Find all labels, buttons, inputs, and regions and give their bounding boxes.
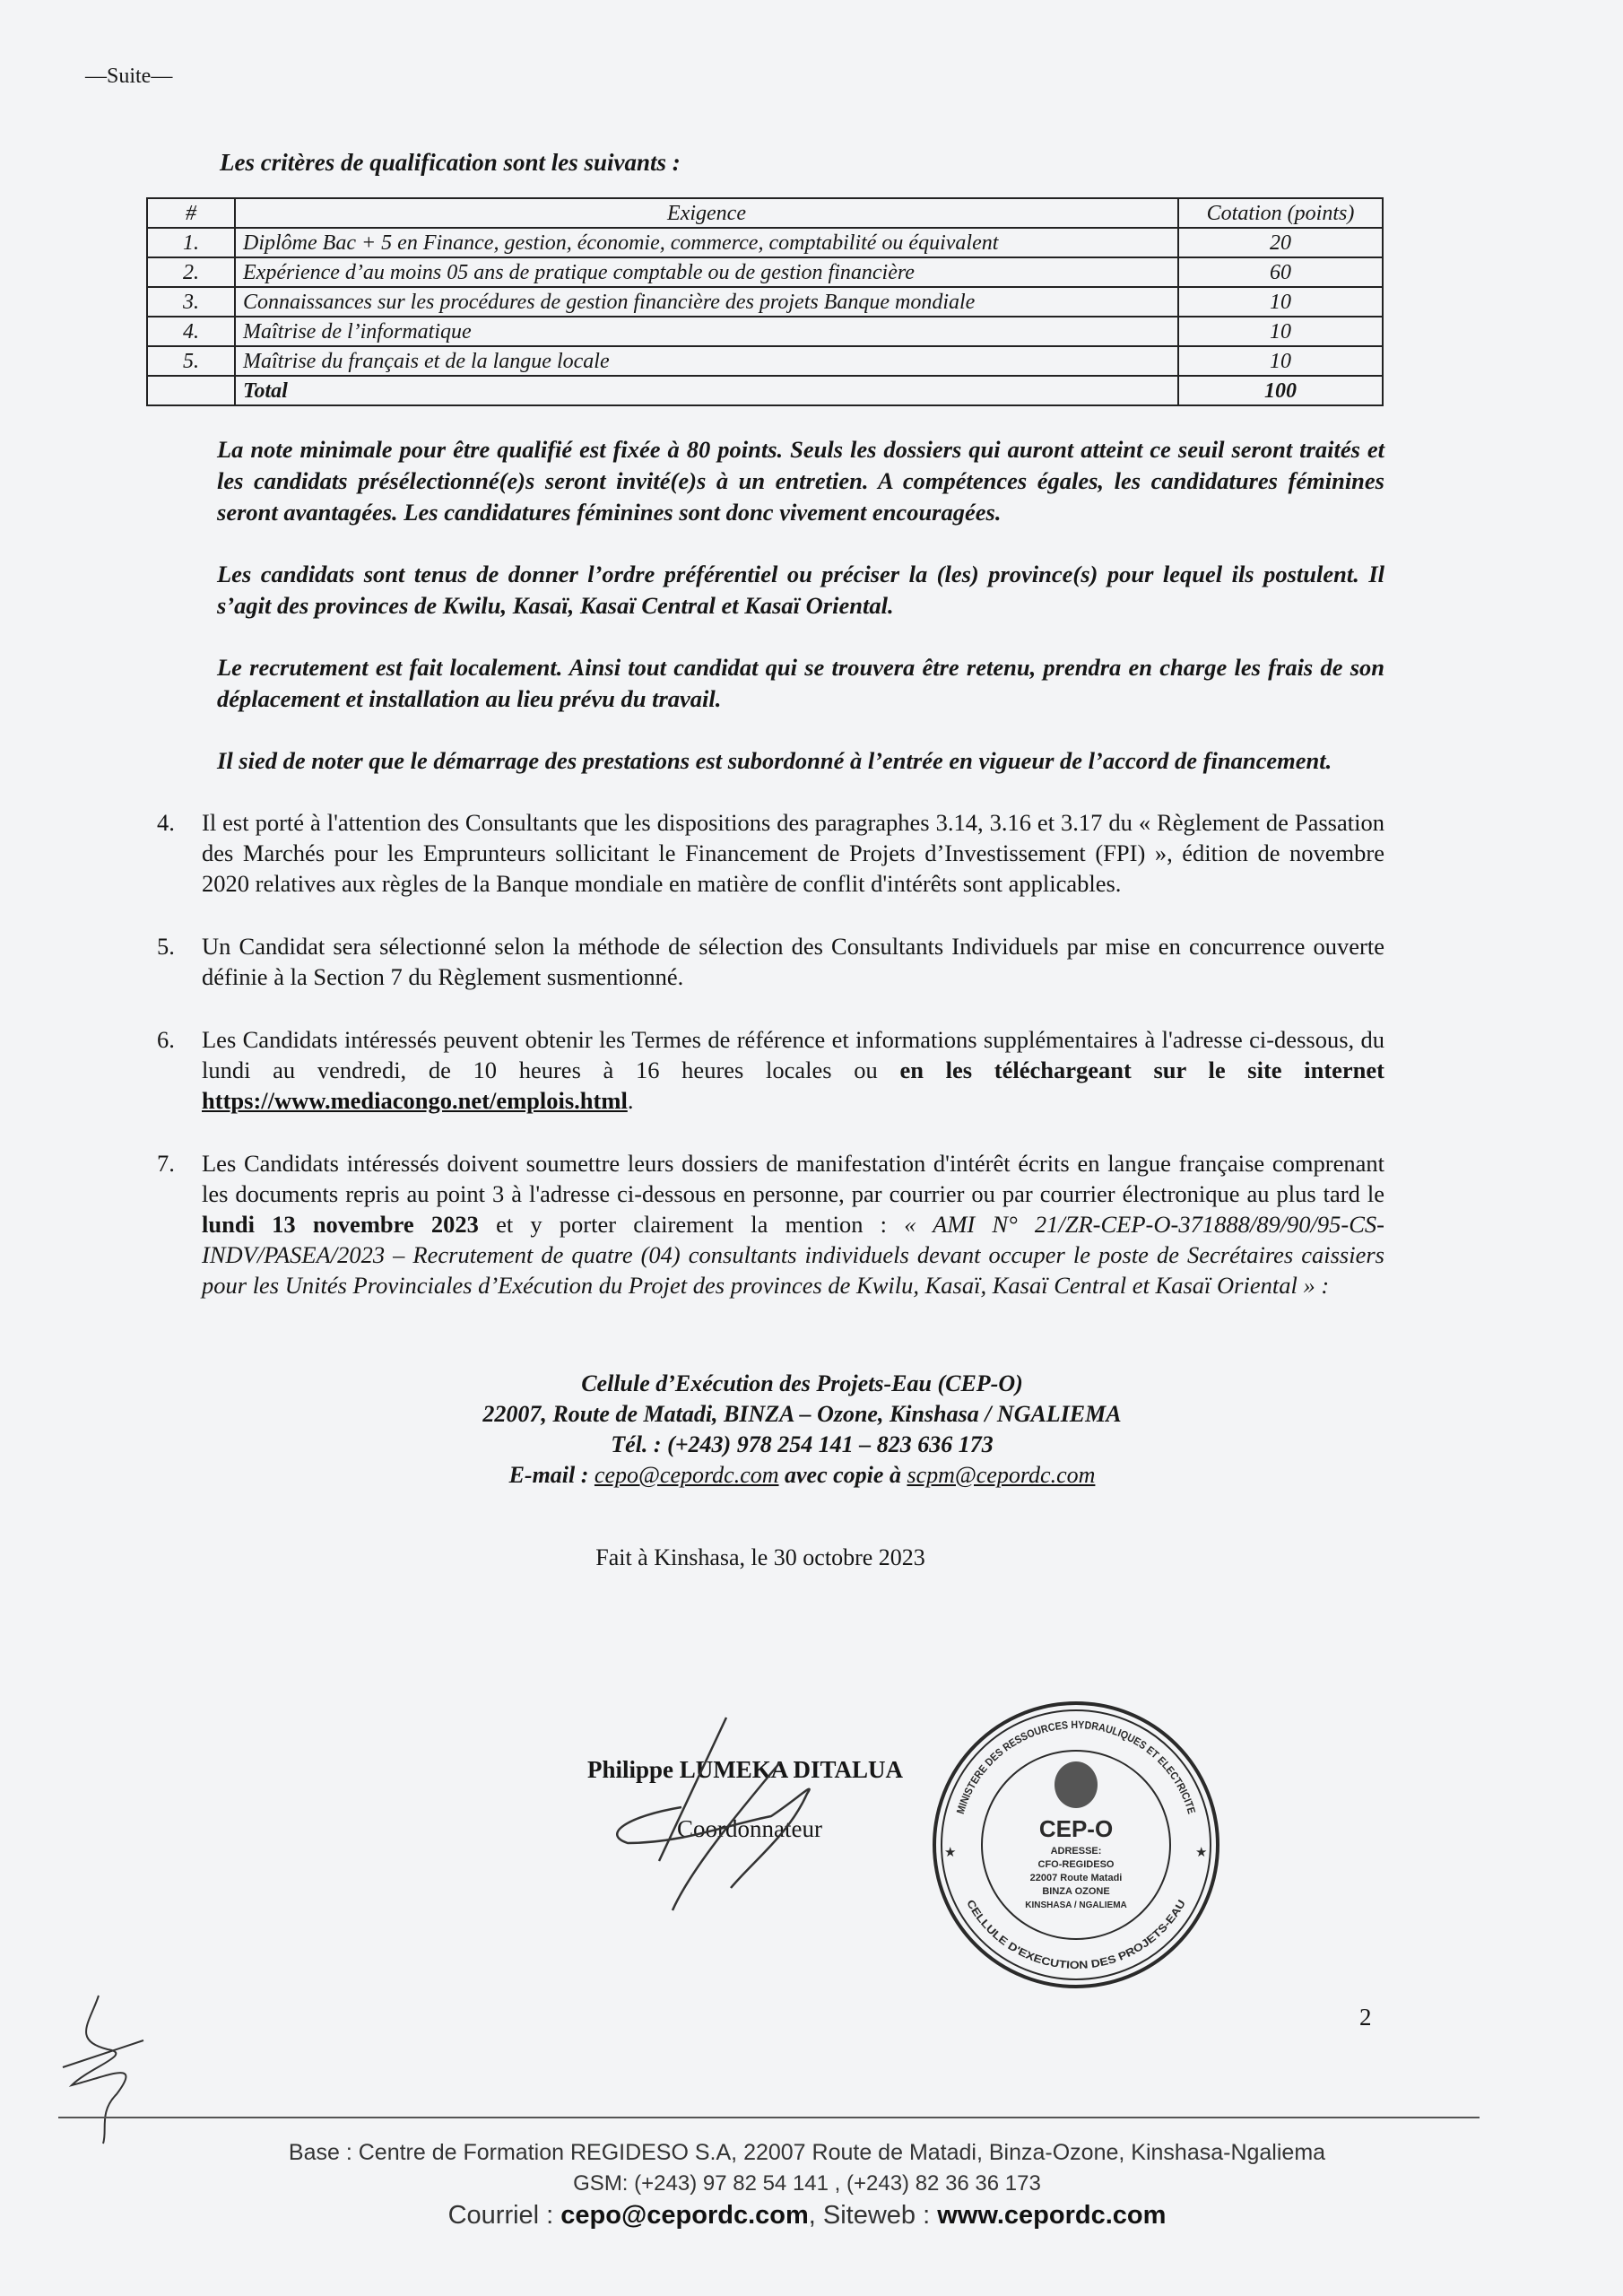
emblem-icon bbox=[1055, 1761, 1098, 1808]
note-minimum-score: La note minimale pour être qualifié est fixée à 80 points. Seuls les dossiers qui auront atteint ce seuil seront traités et les candidats présélectionné(e)s seront invité(e)s à un entretien. A compétences égales, les candidatures féminines seront avantagées. Les candidatures féminines sont donc vivement encouragées. bbox=[217, 436, 1384, 526]
item-7 bbox=[157, 1148, 1384, 1300]
handwritten-signature bbox=[574, 1709, 897, 1924]
total-label: Total bbox=[235, 376, 1178, 405]
courriel-label: Courriel : bbox=[447, 2201, 561, 2230]
row-points: 10 bbox=[1178, 317, 1383, 346]
address-line: Cellule d’Exécution des Projets-Eau (CEP-O) bbox=[581, 1370, 1023, 1396]
address-line: 22007, Route de Matadi, BINZA – Ozone, Kinshasa / NGALIEMA bbox=[482, 1401, 1122, 1427]
table-row bbox=[147, 317, 1383, 346]
footer-divider bbox=[58, 2117, 1480, 2118]
note-financing: Il sied de noter que le démarrage des prestations est subordonné à l’entrée en vigueur de l’accord de financement. bbox=[217, 747, 1332, 774]
column-header: # bbox=[147, 198, 235, 228]
table-header-row bbox=[147, 198, 1383, 228]
item-number: 5. bbox=[157, 933, 175, 960]
row-points: 20 bbox=[1178, 228, 1383, 257]
empty-cell bbox=[147, 376, 235, 405]
signatory-name: Philippe LUMEKA DITALUA bbox=[587, 1756, 904, 1783]
note-provinces: Les candidats sont tenus de donner l’ordre préférentiel ou préciser la (les) province(s) pour lequel ils postulent. Il s’agit des provinces de Kwilu, Kasaï, Kasaï Central et Kasaï Oriental. bbox=[217, 561, 1384, 619]
item-6 bbox=[157, 1024, 1384, 1116]
row-number: 3. bbox=[147, 287, 235, 317]
svg-text:CFO-REGIDESO: CFO-REGIDESO bbox=[1037, 1859, 1115, 1870]
official-stamp bbox=[928, 1697, 1224, 1993]
handwritten-initials bbox=[54, 1987, 161, 2148]
svg-text:CEP-O: CEP-O bbox=[1038, 1815, 1114, 1842]
table-row bbox=[147, 228, 1383, 257]
table-row bbox=[147, 346, 1383, 376]
row-points: 10 bbox=[1178, 287, 1383, 317]
row-requirement: Maîtrise du français et de la langue locale bbox=[235, 346, 1178, 376]
star-icon: ★ bbox=[944, 1846, 957, 1860]
row-number: 1. bbox=[147, 228, 235, 257]
ami-reference: « AMI N° 21/ZR-CEP-O-371888/89/90/95-CS-INDV/PASEA/2023 – Recrutement de quatre (04) consultants individuels devant occuper le poste de Secrétaires caissiers pour les Unités Provinciales d’Exécution du Projet des provinces de Kwilu, Kasaï, Kasaï Central et Kasaï Oriental » : bbox=[202, 1211, 1384, 1299]
item-text: Il est porté à l'attention des Consultants que les dispositions des paragraphes 3.14, 3.16 et 3.17 du « Règlement de Passation des Marchés pour les Emprunteurs sollicitant le Financement de Projets d’Investissement (FPI) », édition de novembre 2020 relatives aux règles de la Banque mondiale en matière de conflit d'intérêts sont applicables. bbox=[202, 809, 1384, 897]
criteria-heading: Les critères de qualification sont les suivants : bbox=[220, 149, 681, 176]
stamp-outer-bottom-text: CELLULE D'EXECUTION DES PROJETS-EAU bbox=[964, 1897, 1188, 1972]
item-end: . bbox=[627, 1087, 634, 1114]
item-text: Les Candidats intéressés peuvent obtenir les Termes de référence et informations supplémentaires à l'adresse ci-dessous, du lundi au vendredi, de 10 heures à 16 heures locales ou bbox=[202, 1026, 1384, 1083]
item-number: 7. bbox=[157, 1150, 175, 1177]
svg-text:BINZA OZONE: BINZA OZONE bbox=[1042, 1886, 1110, 1897]
item-bold-text: en les téléchargeant sur le site internet bbox=[899, 1057, 1384, 1083]
table-row bbox=[147, 287, 1383, 317]
page-number: 2 bbox=[1359, 2004, 1372, 2031]
item-number: 4. bbox=[157, 809, 175, 836]
item-text-2: et y porter clairement la mention : bbox=[478, 1211, 905, 1238]
email-link-scpm[interactable]: scpm@cepordc.com bbox=[907, 1462, 1096, 1488]
signatory-role: Coordonnateur bbox=[677, 1815, 822, 1842]
row-number: 4. bbox=[147, 317, 235, 346]
row-number: 5. bbox=[147, 346, 235, 376]
item-5 bbox=[157, 931, 1384, 992]
column-header: Cotation (points) bbox=[1178, 198, 1383, 228]
item-text: Les Candidats intéressés doivent soumettre leurs dossiers de manifestation d'intérêt écrits en langue française comprenant les documents repris au point 3 à l'adresse ci-dessous en personne, par courrier ou par courrier électronique au plus tard le bbox=[202, 1150, 1384, 1207]
footer-address: Base : Centre de Formation REGIDESO S.A, 22007 Route de Matadi, Binza-Ozone, Kinshasa-Ngaliema bbox=[288, 2140, 1326, 2165]
email-link-cepo[interactable]: cepo@cepordc.com bbox=[594, 1462, 779, 1488]
footer-website[interactable]: www.cepordc.com bbox=[937, 2201, 1167, 2230]
item-4 bbox=[157, 807, 1384, 899]
row-requirement: Connaissances sur les procédures de gestion financière des projets Banque mondiale bbox=[235, 287, 1178, 317]
suite-label: —Suite— bbox=[85, 65, 173, 88]
note-local-recruitment: Le recrutement est fait localement. Ainsi tout candidat qui se trouvera être retenu, prendra en charge les frais de son déplacement et installation au lieu prévu du travail. bbox=[217, 654, 1384, 712]
address-phone: Tél. : (+243) 978 254 141 – 823 636 173 bbox=[611, 1431, 994, 1457]
email-mid: avec copie à bbox=[778, 1462, 907, 1488]
address-block bbox=[220, 1369, 1384, 1491]
body-text bbox=[157, 434, 1384, 1571]
mediacongo-link[interactable]: https://www.mediacongo.net/emplois.html bbox=[202, 1087, 628, 1114]
deadline-date: lundi 13 novembre 2023 bbox=[202, 1211, 479, 1238]
star-icon: ★ bbox=[1195, 1846, 1208, 1860]
footer-email[interactable]: cepo@cepordc.com bbox=[560, 2201, 809, 2230]
row-number: 2. bbox=[147, 257, 235, 287]
column-header: Exigence bbox=[235, 198, 1178, 228]
criteria-table bbox=[146, 197, 1384, 406]
row-requirement: Diplôme Bac + 5 en Finance, gestion, économie, commerce, comptabilité ou équivalent bbox=[235, 228, 1178, 257]
place-date: Fait à Kinshasa, le 30 octobre 2023 bbox=[595, 1544, 925, 1570]
site-label: , Siteweb : bbox=[808, 2201, 938, 2230]
svg-text:22007 Route Matadi: 22007 Route Matadi bbox=[1029, 1873, 1123, 1883]
table-total-row bbox=[147, 376, 1383, 405]
footer-phone: GSM: (+243) 97 82 54 141 , (+243) 82 36 36 173 bbox=[573, 2171, 1041, 2196]
svg-text:ADRESSE:: ADRESSE: bbox=[1050, 1846, 1102, 1857]
item-text: Un Candidat sera sélectionné selon la méthode de sélection des Consultants Individuels par mise en concurrence ouverte définie à la Section 7 du Règlement susmentionné. bbox=[202, 933, 1384, 990]
row-points: 60 bbox=[1178, 257, 1383, 287]
row-points: 10 bbox=[1178, 346, 1383, 376]
footer-contacts bbox=[117, 2201, 1497, 2231]
row-requirement: Maîtrise de l’informatique bbox=[235, 317, 1178, 346]
stamp-outer-top-text: MINISTERE DES RESSOURCES HYDRAULIQUES ET ELECTRICITE bbox=[953, 1718, 1199, 1816]
email-label: E-mail : bbox=[508, 1462, 595, 1488]
svg-text:KINSHASA / NGALIEMA: KINSHASA / NGALIEMA bbox=[1025, 1900, 1127, 1910]
total-points: 100 bbox=[1178, 376, 1383, 405]
row-requirement: Expérience d’au moins 05 ans de pratique comptable ou de gestion financière bbox=[235, 257, 1178, 287]
table-row bbox=[147, 257, 1383, 287]
item-number: 6. bbox=[157, 1026, 175, 1053]
